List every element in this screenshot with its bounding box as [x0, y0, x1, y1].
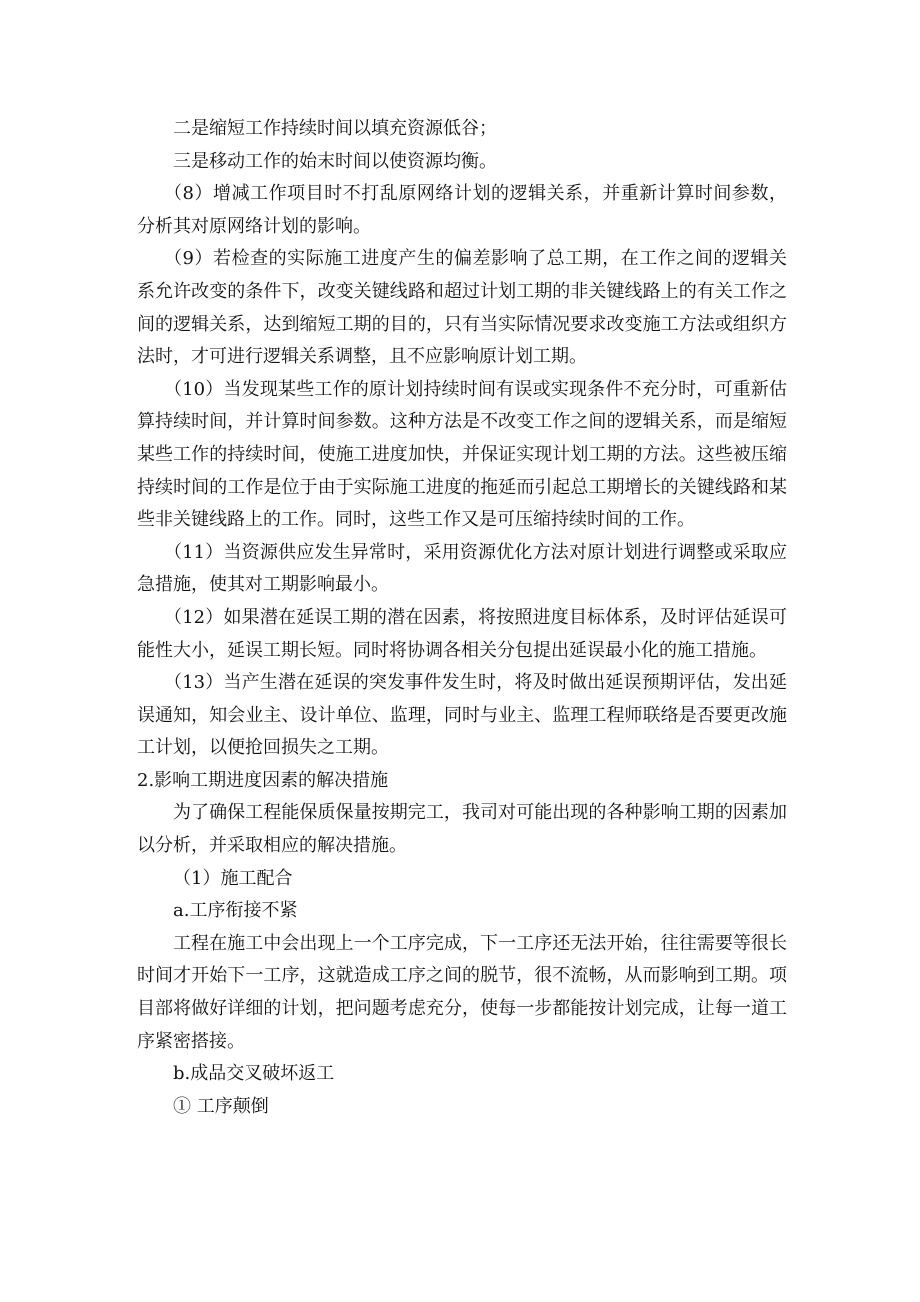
subheading-process-connection: a.工序衔接不紧	[173, 900, 298, 922]
subheading-process-reversal: ① 工序颠倒	[173, 1095, 269, 1117]
paragraph-resource-filling: 二是缩短工作持续时间以填充资源低谷；	[173, 118, 497, 139]
paragraph-section-intro: 为了确保工程能保质保量按期完工，我司对可能出现的各种影响工期的因素加以分析，并采取相应的解决措施。	[137, 802, 787, 857]
paragraph-item-11: （11）当资源供应发生异常时，采用资源优化方法对原计划进行调整或采取应急措施，使其对工期影响最小。	[137, 541, 787, 596]
paragraph-item-13: （13）当产生潜在延误的突发事件发生时，将及时做出延误预期评估，发出延误通知，知会业主、设计单位、监理，同时与业主、监理工程师联络是否要更改施工计划，以便抢回损失之工期。	[137, 672, 787, 759]
paragraph-item-10: （10）当发现某些工作的原计划持续时间有误或实现条件不充分时，可重新估算持续时间，并计算时间参数。这种方法是不改变工作之间的逻辑关系，而是缩短某些工作的持续时间，使施工进度加快，并保证实现计划工期的方法。这些被压缩持续时间的工作是位于由于实际施工进度的拖延而引起总工期增长的关键线路和某些非关键线路上的工作。同时，这些工作又是可压缩持续时间的工作。	[137, 378, 787, 531]
paragraph-item-9: （9）若检查的实际施工进度产生的偏差影响了总工期，在工作之间的逻辑关系允许改变的条件下，改变关键线路和超过计划工期的非关键线路上的有关工作之间的逻辑关系，达到缩短工期的目的，只有当实际情况要求改变施工方法或组织方法时，才可进行逻辑关系调整，且不应影响原计划工期。	[137, 248, 787, 368]
paragraph-resource-balancing: 三是移动工作的始末时间以使资源均衡。	[173, 150, 497, 172]
subheading-construction-coordination: （1）施工配合	[173, 867, 293, 889]
section-heading-2: 2.影响工期进度因素的解决措施	[137, 769, 389, 791]
subheading-cross-damage-rework: b.成品交叉破坏返工	[173, 1063, 335, 1085]
paragraph-process-connection: 工程在施工中会出现上一个工序完成，下一工序还无法开始，往往需要等很长时间才开始下一工序，这就造成工序之间的脱节，很不流畅，从而影响到工期。项目部将做好详细的计划，把问题考虑充分，使每一步都能按计划完成，让每一道工序紧密搭接。	[137, 932, 787, 1052]
paragraph-item-12: （12）如果潜在延误工期的潜在因素，将按照进度目标体系，及时评估延误可能性大小，延误工期长短。同时将协调各相关分包提出延误最小化的施工措施。	[137, 606, 787, 661]
document-page	[137, 113, 787, 1123]
paragraph-item-8: （8）增减工作项目时不打乱原网络计划的逻辑关系，并重新计算时间参数，分析其对原网络计划的影响。	[137, 183, 787, 237]
